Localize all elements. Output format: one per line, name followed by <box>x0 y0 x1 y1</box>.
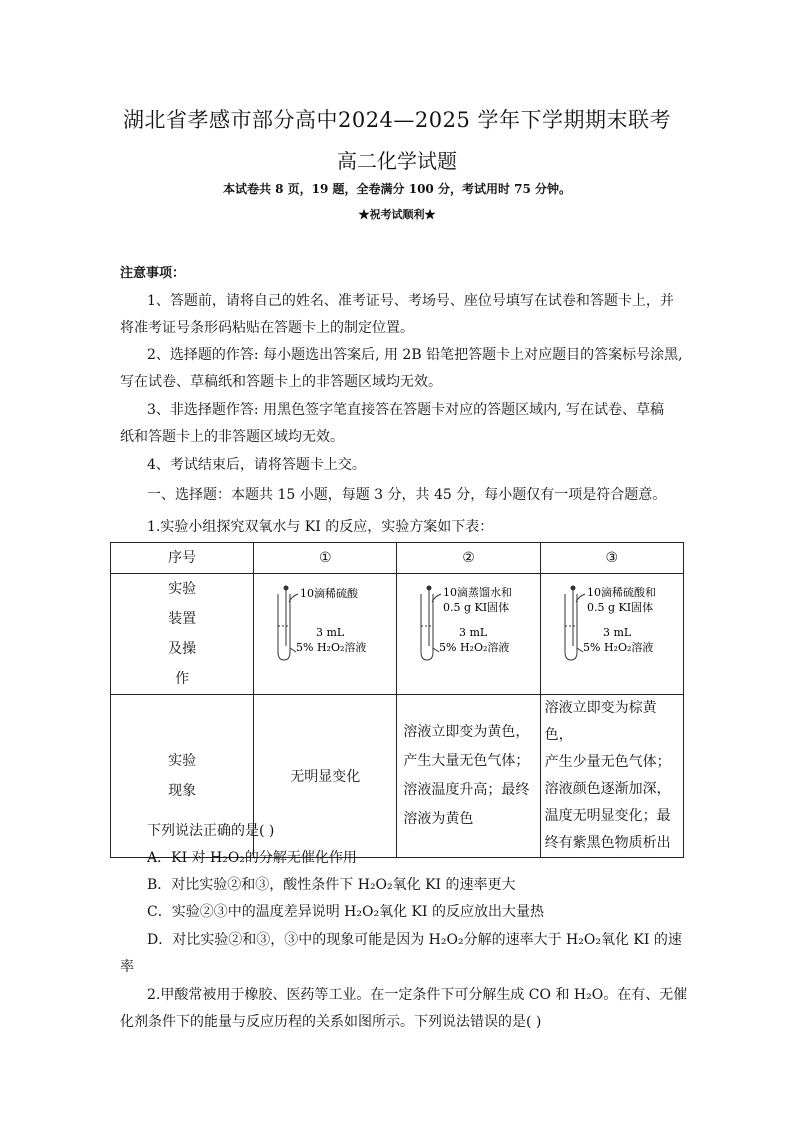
exam-title: 湖北省孝感市部分高中2024—2025 学年下学期期末联考 <box>122 108 672 132</box>
option-b: B．对比实验②和③，酸性条件下 H₂O₂氧化 KI 的速率更大 <box>147 877 516 893</box>
observation-3-line: 溶液立即变为棕黄色， <box>544 700 657 743</box>
experiment-table <box>110 542 684 858</box>
exam-subtitle: 高二化学试题 <box>337 149 457 173</box>
apparatus-label <box>111 574 254 695</box>
observation-3-line: 温度无明显变化；最 <box>544 808 671 824</box>
notice-item-1-line-2: 将准考证号条形码粘贴在答题卡上的制定位置。 <box>120 320 414 336</box>
apparatus-1 <box>254 574 397 695</box>
apparatus-label-line: 及操 <box>168 641 197 657</box>
observation-2 <box>397 695 540 858</box>
notice-item-2-line-1: 2、选择题的作答: 每小题选出答案后, 用 2B 铅笔把答题卡上对应题目的答案标号涂黑, <box>147 347 683 363</box>
observation-3-line: 溶液颜色逐渐加深， <box>544 781 671 797</box>
test-tube-diagram-3 <box>541 574 683 684</box>
header-number: 序号 <box>111 543 254 574</box>
exam-info: 本试卷共 8 页，19 题，全卷满分 100 分，考试用时 75 分钟。 <box>222 182 572 196</box>
observation-3 <box>540 695 683 858</box>
question-1-prompt: 下列说法正确的是( ) <box>147 823 275 839</box>
header-exp-3: ③ <box>540 543 683 574</box>
header-exp-1: ① <box>254 543 397 574</box>
notice-item-4: 4、考试结束后，请将答题卡上交。 <box>147 457 366 473</box>
tube-1-reagent: 10滴稀硫酸 <box>300 587 359 600</box>
question-2-line-2: 化剂条件下的能量与反应历程的关系如图所示。下列说法错误的是( ) <box>120 1014 542 1030</box>
apparatus-label-line: 作 <box>175 671 190 687</box>
tube-2-volume: 3 mL <box>459 626 488 639</box>
observation-2-line: 溶液温度升高；最终 <box>403 782 530 798</box>
tube-3-reagent-line-2: 0.5 g KI固体 <box>586 601 653 614</box>
test-tube-diagram-1 <box>254 574 396 684</box>
option-d-line-2: 率 <box>120 959 134 975</box>
notice-item-2-line-2: 写在试卷、草稿纸和答题卡上的非答题区域均无效。 <box>120 374 442 390</box>
question-2-line-1: 2.甲酸常被用于橡胶、医药等工业。在一定条件下可分解生成 CO 和 H₂O。在有、无催 <box>147 987 688 1003</box>
tube-3-solution: 5% H₂O₂溶液 <box>582 641 654 654</box>
option-a: A．KI 对 H₂O₂的分解无催化作用 <box>147 850 357 866</box>
test-tube-diagram-2 <box>397 574 539 684</box>
apparatus-2 <box>397 574 540 695</box>
apparatus-3 <box>540 574 683 695</box>
apparatus-row <box>111 574 684 695</box>
observation-label-line: 现象 <box>168 783 197 799</box>
tube-2-solution: 5% H₂O₂溶液 <box>439 641 510 654</box>
apparatus-label-line: 装置 <box>168 611 197 627</box>
observation-label-line: 实验 <box>168 753 197 769</box>
notice-item-3-line-2: 纸和答题卡上的非答题区域均无效。 <box>120 429 344 445</box>
observation-3-line: 产生少量无色气体； <box>544 754 671 770</box>
tube-2-reagent-line-1: 10滴蒸馏水和 <box>443 586 513 599</box>
section-1-heading: 一、选择题：本题共 15 小题，每题 3 分，共 45 分，每小题仅有一项是符合题意。 <box>147 487 667 503</box>
observation-2-line: 溶液立即变为黄色， <box>403 724 530 740</box>
tube-2-reagent-line-2: 0.5 g KI固体 <box>443 601 510 614</box>
observation-3-line: 终有紫黑色物质析出 <box>544 835 671 851</box>
notice-item-1-line-1: 1、答题前，请将自己的姓名、准考证号、考场号、座位号填写在试卷和答题卡上，并 <box>147 293 674 309</box>
table-header-row <box>111 543 684 574</box>
observation-2-line: 产生大量无色气体； <box>403 753 530 769</box>
option-c: C．实验②③中的温度差异说明 H₂O₂氧化 KI 的反应放出大量热 <box>147 904 544 920</box>
option-d-line-1: D．对比实验②和③，③中的现象可能是因为 H₂O₂分解的速率大于 H₂O₂氧化 KI 的速 <box>147 932 682 948</box>
tube-1-volume: 3 mL <box>316 626 345 639</box>
tube-1-solution: 5% H₂O₂溶液 <box>296 641 367 654</box>
observation-2-line: 溶液为黄色 <box>403 811 474 827</box>
notice-item-3-line-1: 3、非选择题作答: 用黑色签字笔直接答在答题卡对应的答题区域内, 写在试卷、草稿 <box>147 402 664 418</box>
notice-heading: 注意事项： <box>120 266 186 281</box>
tube-3-reagent-line-1: 10滴稀硫酸和 <box>586 586 656 599</box>
tube-3-volume: 3 mL <box>602 626 631 639</box>
question-1-stem: 1.实验小组探究双氧水与 KI 的反应，实验方案如下表： <box>147 519 494 535</box>
exam-slogan: ★祝考试顺利★ <box>358 208 436 221</box>
observation-1: 无明显变化 <box>254 695 397 858</box>
apparatus-label-line: 实验 <box>168 581 197 597</box>
header-exp-2: ② <box>397 543 540 574</box>
